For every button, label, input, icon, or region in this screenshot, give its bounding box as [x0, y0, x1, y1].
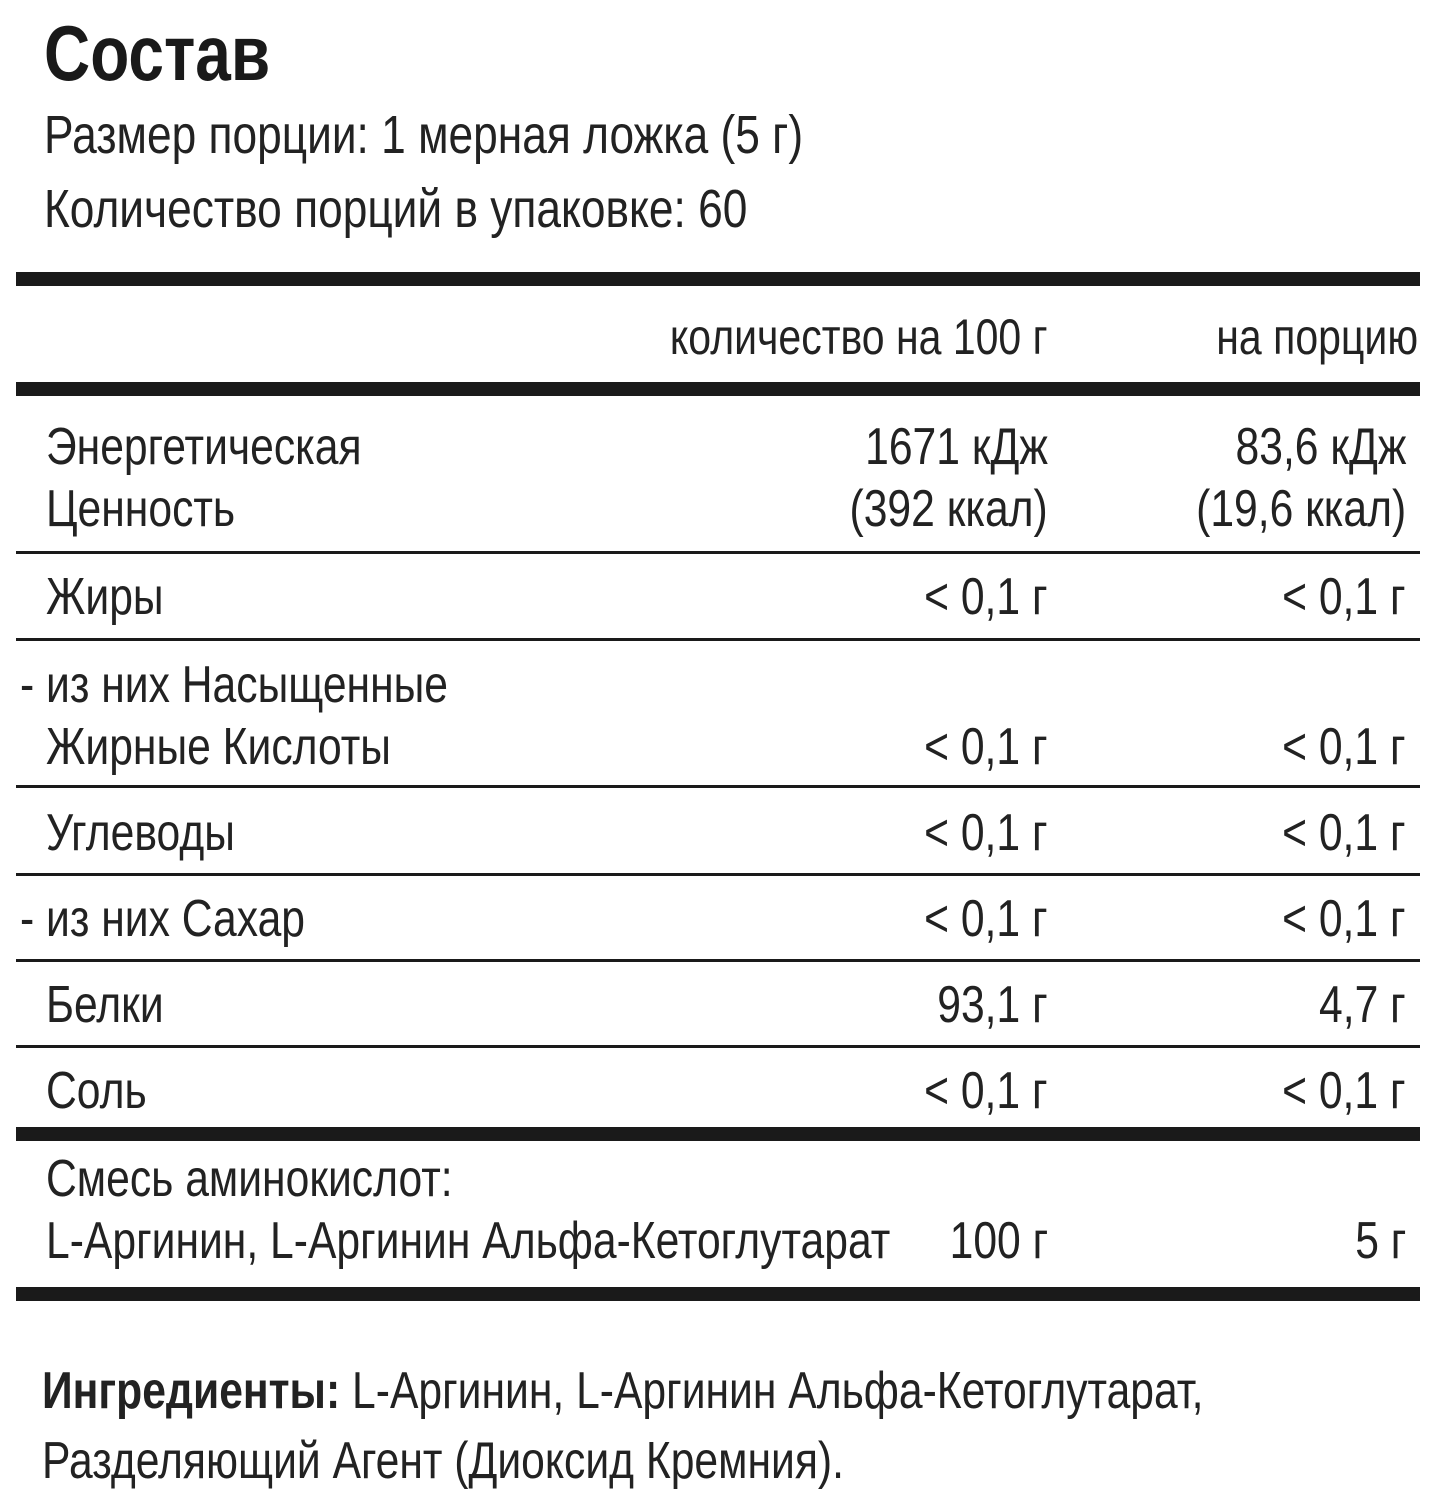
table-bottom-rule	[16, 1287, 1420, 1301]
value-per-100g: < 0,1 г	[924, 718, 1048, 776]
serving-size: Размер порции: 1 мерная ложка (5 г)	[44, 105, 804, 165]
value-per-serving: 83,6 кДж	[1235, 418, 1406, 476]
value-per-serving: < 0,1 г	[1282, 890, 1406, 948]
value-per-100g: 100 г	[949, 1212, 1048, 1270]
row-divider	[16, 1045, 1420, 1048]
row-divider	[16, 873, 1420, 876]
value-per-100g: 93,1 г	[937, 976, 1048, 1034]
value-per-serving: < 0,1 г	[1282, 1062, 1406, 1120]
row-label: L-Аргинин, L-Аргинин Альфа-Кетоглутарат	[46, 1212, 891, 1270]
value-per-100g: < 0,1 г	[924, 1062, 1048, 1120]
table-top-rule	[16, 272, 1420, 286]
value-per-serving: (19,6 ккал)	[1195, 480, 1406, 538]
value-per-100g: 1671 кДж	[865, 418, 1048, 476]
sub-item-dash: -	[20, 656, 35, 714]
header-rule	[16, 382, 1420, 396]
value-per-100g: < 0,1 г	[924, 568, 1048, 626]
row-divider	[16, 959, 1420, 962]
row-label: Жирные Кислоты	[46, 718, 391, 776]
row-label: Жиры	[46, 568, 164, 626]
row-label: Углеводы	[46, 804, 235, 862]
value-per-serving: < 0,1 г	[1282, 568, 1406, 626]
page-title: Состав	[44, 9, 271, 97]
section-rule	[16, 1127, 1420, 1141]
value-per-100g: < 0,1 г	[924, 804, 1048, 862]
row-label: Ценность	[46, 480, 236, 538]
value-per-serving: < 0,1 г	[1282, 718, 1406, 776]
row-divider	[16, 551, 1420, 554]
value-per-serving: 4,7 г	[1319, 976, 1406, 1034]
servings-per-pack: Количество порций в упаковке: 60	[44, 179, 748, 239]
sub-item-dash: -	[20, 890, 35, 948]
row-label: из них Насыщенные	[46, 656, 449, 714]
ingredients-heading: Ингредиенты:	[42, 1362, 341, 1420]
row-divider	[16, 638, 1420, 641]
row-label: Соль	[46, 1062, 147, 1120]
value-per-serving: < 0,1 г	[1282, 804, 1406, 862]
value-per-100g: (392 ккал)	[849, 480, 1048, 538]
row-divider	[16, 785, 1420, 788]
ingredients-line-1	[42, 1360, 1436, 1422]
ingredients-text: L-Аргинин, L-Аргинин Альфа-Кетоглутарат,	[352, 1362, 1204, 1420]
value-per-serving: 5 г	[1354, 1212, 1406, 1270]
ingredients-line-2: Разделяющий Агент (Диоксид Кремния).	[42, 1432, 844, 1490]
value-per-100g: < 0,1 г	[924, 890, 1048, 948]
row-label: Белки	[46, 976, 164, 1034]
row-label: Смесь аминокислот:	[46, 1150, 453, 1208]
row-label: Энергетическая	[46, 418, 362, 476]
column-header-per-100g: количество на 100 г	[670, 309, 1048, 365]
row-label: из них Сахар	[46, 890, 306, 948]
column-header-per-serving: на порцию	[1216, 309, 1418, 365]
